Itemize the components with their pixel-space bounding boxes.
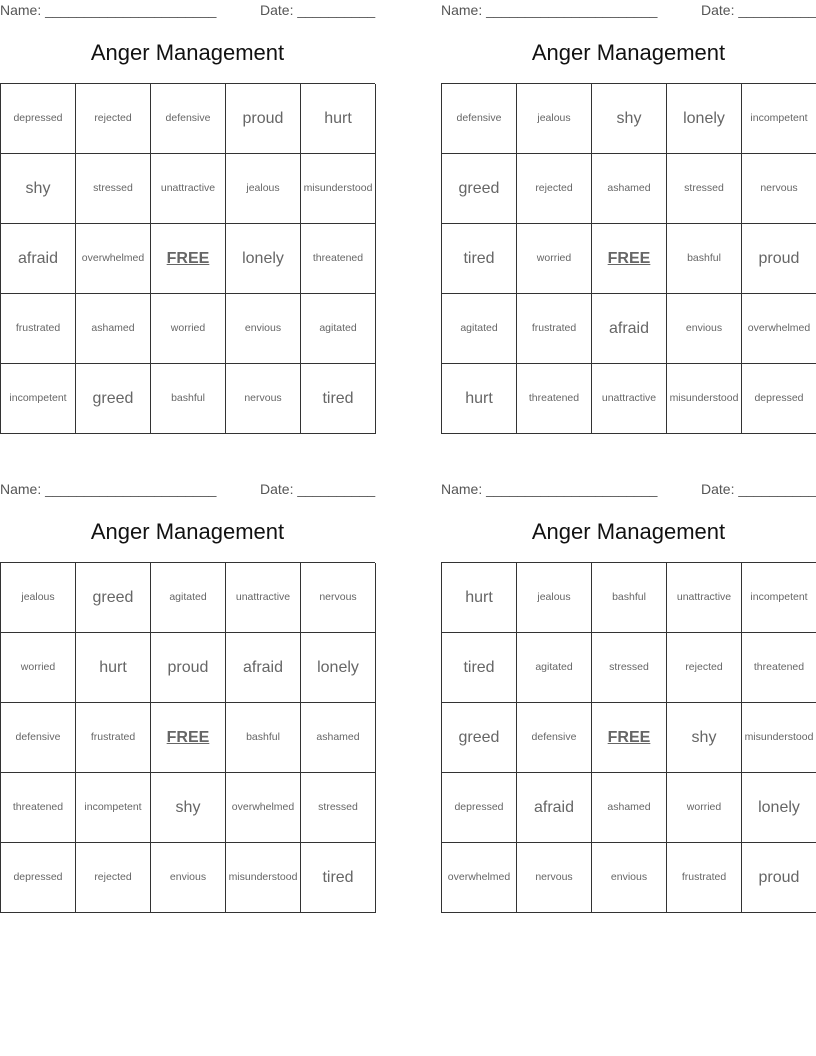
name-field: Name: ______________________ xyxy=(441,2,658,18)
bingo-cell: greed xyxy=(76,364,151,434)
bingo-cell: envious xyxy=(226,294,301,364)
bingo-cell: frustrated xyxy=(667,843,742,913)
bingo-cell: tired xyxy=(301,843,376,913)
bingo-cell: nervous xyxy=(226,364,301,434)
date-field: Date: __________ xyxy=(701,481,816,497)
bingo-cell: stressed xyxy=(592,633,667,703)
bingo-cell: greed xyxy=(442,703,517,773)
bingo-cell: stressed xyxy=(76,154,151,224)
bingo-cell: incompetent xyxy=(742,563,816,633)
bingo-cell: depressed xyxy=(442,773,517,843)
bingo-cell: envious xyxy=(151,843,226,913)
card-header xyxy=(441,479,816,501)
free-space-cell: FREE xyxy=(151,703,226,773)
bingo-cell: afraid xyxy=(592,294,667,364)
bingo-cell: bashful xyxy=(226,703,301,773)
bingo-cell: unattractive xyxy=(226,563,301,633)
bingo-cell: defensive xyxy=(1,703,76,773)
bingo-cell: agitated xyxy=(301,294,376,364)
bingo-cell: frustrated xyxy=(76,703,151,773)
bingo-cell: rejected xyxy=(76,843,151,913)
bingo-cell: proud xyxy=(742,224,816,294)
bingo-cell: agitated xyxy=(442,294,517,364)
bingo-grid xyxy=(441,562,816,913)
bingo-cell: shy xyxy=(1,154,76,224)
bingo-cell: rejected xyxy=(667,633,742,703)
bingo-cell: hurt xyxy=(442,563,517,633)
name-field: Name: ______________________ xyxy=(0,2,217,18)
bingo-card-2 xyxy=(441,0,816,435)
bingo-cell: ashamed xyxy=(76,294,151,364)
bingo-cell: proud xyxy=(742,843,816,913)
bingo-cell: incompetent xyxy=(1,364,76,434)
free-space-cell: FREE xyxy=(151,224,226,294)
bingo-cell: misunderstood xyxy=(742,703,816,773)
bingo-cell: overwhelmed xyxy=(742,294,816,364)
bingo-cell: tired xyxy=(301,364,376,434)
bingo-cell: bashful xyxy=(151,364,226,434)
bingo-cell: worried xyxy=(667,773,742,843)
bingo-card-1 xyxy=(0,0,375,435)
bingo-cell: jealous xyxy=(517,563,592,633)
name-field: Name: ______________________ xyxy=(441,481,658,497)
bingo-cell: hurt xyxy=(76,633,151,703)
bingo-grid xyxy=(441,83,816,434)
bingo-cell: unattractive xyxy=(667,563,742,633)
bingo-cell: afraid xyxy=(517,773,592,843)
bingo-cell: shy xyxy=(667,703,742,773)
bingo-cell: hurt xyxy=(442,364,517,434)
bingo-cell: tired xyxy=(442,633,517,703)
bingo-cell: depressed xyxy=(1,843,76,913)
bingo-cell: frustrated xyxy=(1,294,76,364)
bingo-cell: threatened xyxy=(1,773,76,843)
bingo-cell: lonely xyxy=(742,773,816,843)
bingo-cell: proud xyxy=(151,633,226,703)
bingo-cell: worried xyxy=(517,224,592,294)
bingo-cell: overwhelmed xyxy=(76,224,151,294)
name-field: Name: ______________________ xyxy=(0,481,217,497)
bingo-cell: defensive xyxy=(442,84,517,154)
bingo-cell: envious xyxy=(667,294,742,364)
date-field: Date: __________ xyxy=(701,2,816,18)
bingo-cell: misunderstood xyxy=(226,843,301,913)
bingo-cell: defensive xyxy=(151,84,226,154)
bingo-cell: lonely xyxy=(301,633,376,703)
bingo-cell: depressed xyxy=(1,84,76,154)
date-field: Date: __________ xyxy=(260,481,376,497)
card-header xyxy=(441,0,816,22)
bingo-cell: threatened xyxy=(517,364,592,434)
card-title: Anger Management xyxy=(531,519,726,544)
bingo-cell: greed xyxy=(442,154,517,224)
bingo-cell: threatened xyxy=(742,633,816,703)
bingo-cell: unattractive xyxy=(592,364,667,434)
free-space-cell: FREE xyxy=(592,224,667,294)
bingo-card-4 xyxy=(441,479,816,914)
bingo-cell: stressed xyxy=(667,154,742,224)
bingo-cell: worried xyxy=(1,633,76,703)
bingo-cell: nervous xyxy=(517,843,592,913)
bingo-cell: ashamed xyxy=(592,773,667,843)
bingo-cell: tired xyxy=(442,224,517,294)
bingo-cell: afraid xyxy=(1,224,76,294)
bingo-cell: bashful xyxy=(592,563,667,633)
bingo-cell: ashamed xyxy=(592,154,667,224)
bingo-cell: nervous xyxy=(742,154,816,224)
bingo-cell: rejected xyxy=(517,154,592,224)
bingo-cell: jealous xyxy=(226,154,301,224)
bingo-cell: unattractive xyxy=(151,154,226,224)
bingo-cell: incompetent xyxy=(742,84,816,154)
card-header xyxy=(0,479,375,501)
bingo-cell: shy xyxy=(151,773,226,843)
date-field: Date: __________ xyxy=(260,2,376,18)
bingo-cell: incompetent xyxy=(76,773,151,843)
bingo-cell: worried xyxy=(151,294,226,364)
bingo-card-3 xyxy=(0,479,375,914)
bingo-cell: envious xyxy=(592,843,667,913)
bingo-cell: jealous xyxy=(1,563,76,633)
card-header xyxy=(0,0,375,22)
bingo-cell: threatened xyxy=(301,224,376,294)
bingo-cell: depressed xyxy=(742,364,816,434)
bingo-cell: defensive xyxy=(517,703,592,773)
bingo-cell: lonely xyxy=(226,224,301,294)
card-title: Anger Management xyxy=(531,40,726,65)
bingo-grid xyxy=(0,83,375,434)
bingo-cell: rejected xyxy=(76,84,151,154)
bingo-cell: proud xyxy=(226,84,301,154)
bingo-cell: jealous xyxy=(517,84,592,154)
bingo-cell: stressed xyxy=(301,773,376,843)
bingo-cell: shy xyxy=(592,84,667,154)
bingo-cell: greed xyxy=(76,563,151,633)
bingo-cell: agitated xyxy=(517,633,592,703)
bingo-cell: ashamed xyxy=(301,703,376,773)
bingo-cell: lonely xyxy=(667,84,742,154)
bingo-cell: agitated xyxy=(151,563,226,633)
bingo-cell: nervous xyxy=(301,563,376,633)
bingo-cell: misunderstood xyxy=(301,154,376,224)
bingo-cell: frustrated xyxy=(517,294,592,364)
bingo-grid xyxy=(0,562,375,913)
card-title: Anger Management xyxy=(90,40,285,65)
bingo-cell: overwhelmed xyxy=(442,843,517,913)
bingo-cell: afraid xyxy=(226,633,301,703)
bingo-cell: overwhelmed xyxy=(226,773,301,843)
bingo-cell: hurt xyxy=(301,84,376,154)
bingo-cell: misunderstood xyxy=(667,364,742,434)
bingo-cell: bashful xyxy=(667,224,742,294)
free-space-cell: FREE xyxy=(592,703,667,773)
card-title: Anger Management xyxy=(90,519,285,544)
